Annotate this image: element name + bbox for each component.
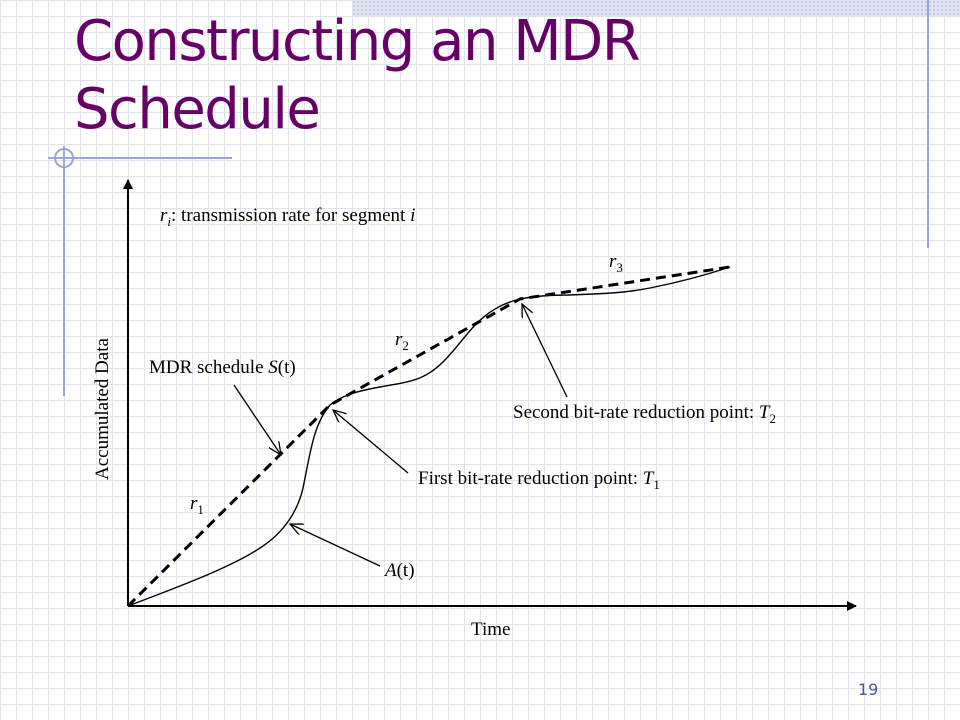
t2-label-text: Second bit-rate reduction point: bbox=[513, 402, 759, 423]
r1-symbol: r bbox=[190, 493, 198, 514]
r3-subscript: 3 bbox=[616, 260, 623, 275]
t1-subscript: 1 bbox=[653, 477, 660, 492]
a-label-func: A bbox=[385, 560, 397, 581]
r2-subscript: 2 bbox=[402, 338, 409, 353]
r1-subscript: 1 bbox=[197, 502, 204, 517]
t2-label bbox=[513, 402, 776, 426]
legend-italic: i bbox=[410, 205, 416, 226]
page-number: 19 bbox=[858, 680, 879, 699]
r2-symbol: r bbox=[395, 329, 403, 350]
title-line-2: Schedule bbox=[74, 77, 320, 142]
t1-label bbox=[418, 468, 660, 492]
mdr-label-arg: (t) bbox=[277, 357, 296, 378]
a-function-label bbox=[383, 560, 415, 581]
legend-symbol: r bbox=[160, 205, 168, 226]
rate-label-r2 bbox=[395, 329, 409, 353]
t1-label-text: First bit-rate reduction point: bbox=[418, 468, 643, 489]
t1-symbol: T bbox=[642, 468, 654, 489]
a-label-arg: (t) bbox=[396, 560, 415, 581]
accumulated-data-curve bbox=[128, 267, 730, 606]
legend-text: : transmission rate for segment bbox=[171, 205, 411, 226]
y-axis-label: Accumulated Data bbox=[92, 338, 113, 480]
t1-pointer-arrow bbox=[333, 410, 408, 473]
mdr-schedule-line bbox=[128, 267, 730, 606]
rate-legend bbox=[160, 205, 415, 229]
t2-symbol: T bbox=[758, 402, 770, 423]
rate-label-r3 bbox=[609, 251, 623, 275]
x-axis-label: Time bbox=[471, 619, 511, 640]
r3-symbol: r bbox=[609, 251, 617, 272]
rate-label-r1 bbox=[190, 493, 204, 517]
mdr-label-func: S bbox=[268, 357, 278, 378]
mdr-schedule-label bbox=[149, 357, 296, 378]
title-line-1: Constructing an MDR bbox=[74, 9, 640, 74]
legend-subscript: i bbox=[167, 214, 172, 229]
t2-pointer-arrow bbox=[522, 304, 567, 397]
t2-subscript: 2 bbox=[769, 411, 776, 426]
mdr-pointer-arrow bbox=[234, 385, 281, 455]
mdr-label-text: MDR schedule bbox=[149, 357, 269, 378]
a-pointer-arrow bbox=[290, 524, 380, 566]
